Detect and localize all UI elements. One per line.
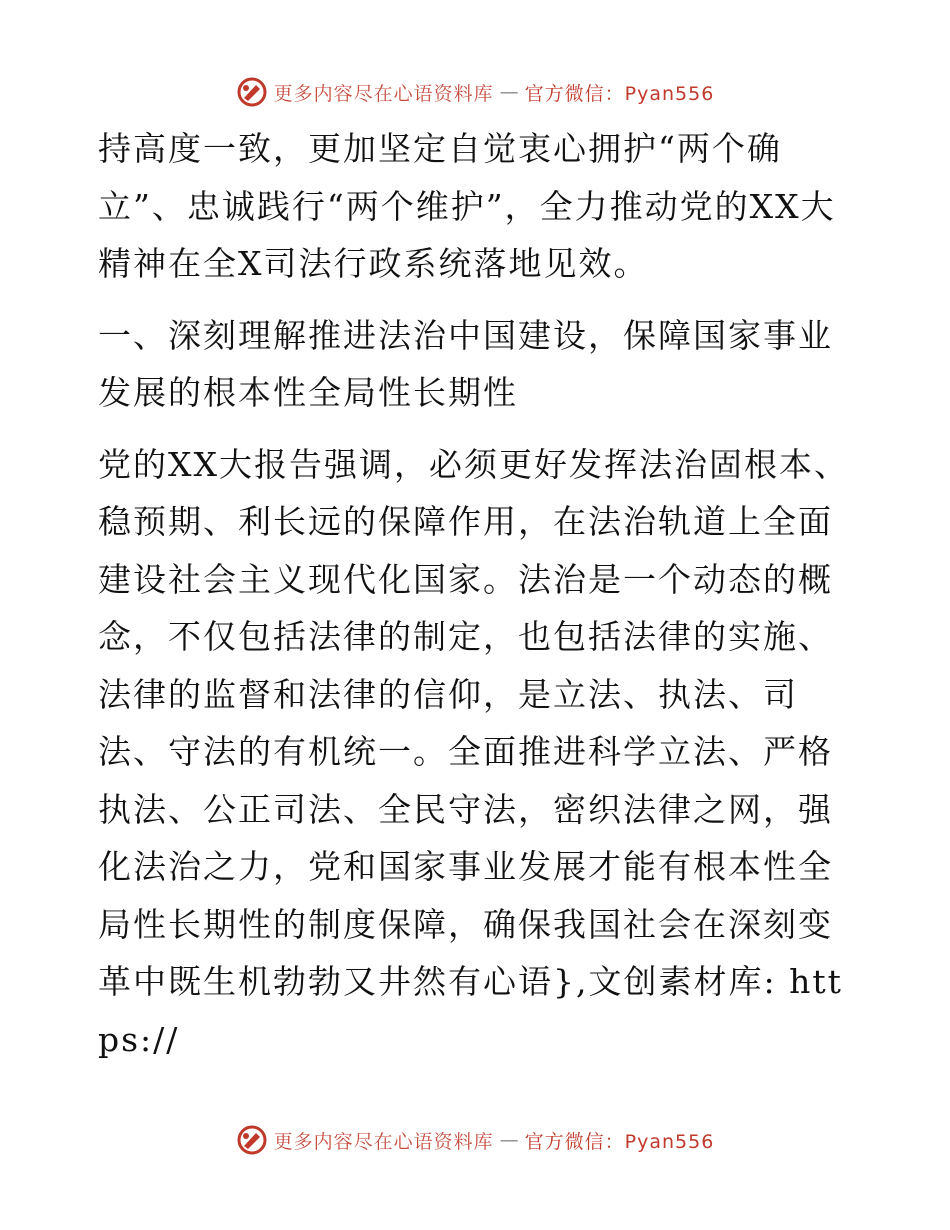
banner-separator: — xyxy=(499,1129,519,1151)
paragraph-1: 持高度一致，更加坚定自觉衷心拥护“两个确立”、忠诚践行“两个维护”，全力推动党的XX大精神在全X司法行政系统落地见效。 xyxy=(98,129,836,283)
brand-logo-icon xyxy=(236,76,268,108)
banner-wechat: 官方微信：Pyan556 xyxy=(524,1130,715,1153)
paragraph-2: 党的XX大报告强调，必须更好发挥法治固根本、稳预期、利长远的保障作用，在法治轨道上全面建设社会主义现代化国家。法治是一个动态的概念，不仅包括法律的制定，也包括法律的实施、法律的监督和法律的信仰，是立法、执法、司法、守法的有机统一。全面推进科学立法、严格执法、公正司法、全民守法，密织法律之网，强化法治之力，党和国家事业发展才能有根本性全局性长期性的制度保障，确保我国社会在深刻变革中既生机勃勃又井然有心语},文创素材库: https:// xyxy=(98,444,849,1059)
banner-separator: — xyxy=(499,81,519,103)
section-heading: 一、深刻理解推进法治中国建设，保障国家事业发展的根本性全局性长期性 xyxy=(98,315,833,412)
banner-text: 更多内容尽在心语资料库 xyxy=(273,82,494,105)
banner-wechat: 官方微信：Pyan556 xyxy=(524,82,715,105)
brand-logo-icon xyxy=(236,1124,268,1156)
header-watermark-banner xyxy=(0,72,950,112)
banner-text: 更多内容尽在心语资料库 xyxy=(273,1130,494,1153)
document-body xyxy=(98,120,858,1068)
footer-watermark-banner xyxy=(0,1120,950,1160)
